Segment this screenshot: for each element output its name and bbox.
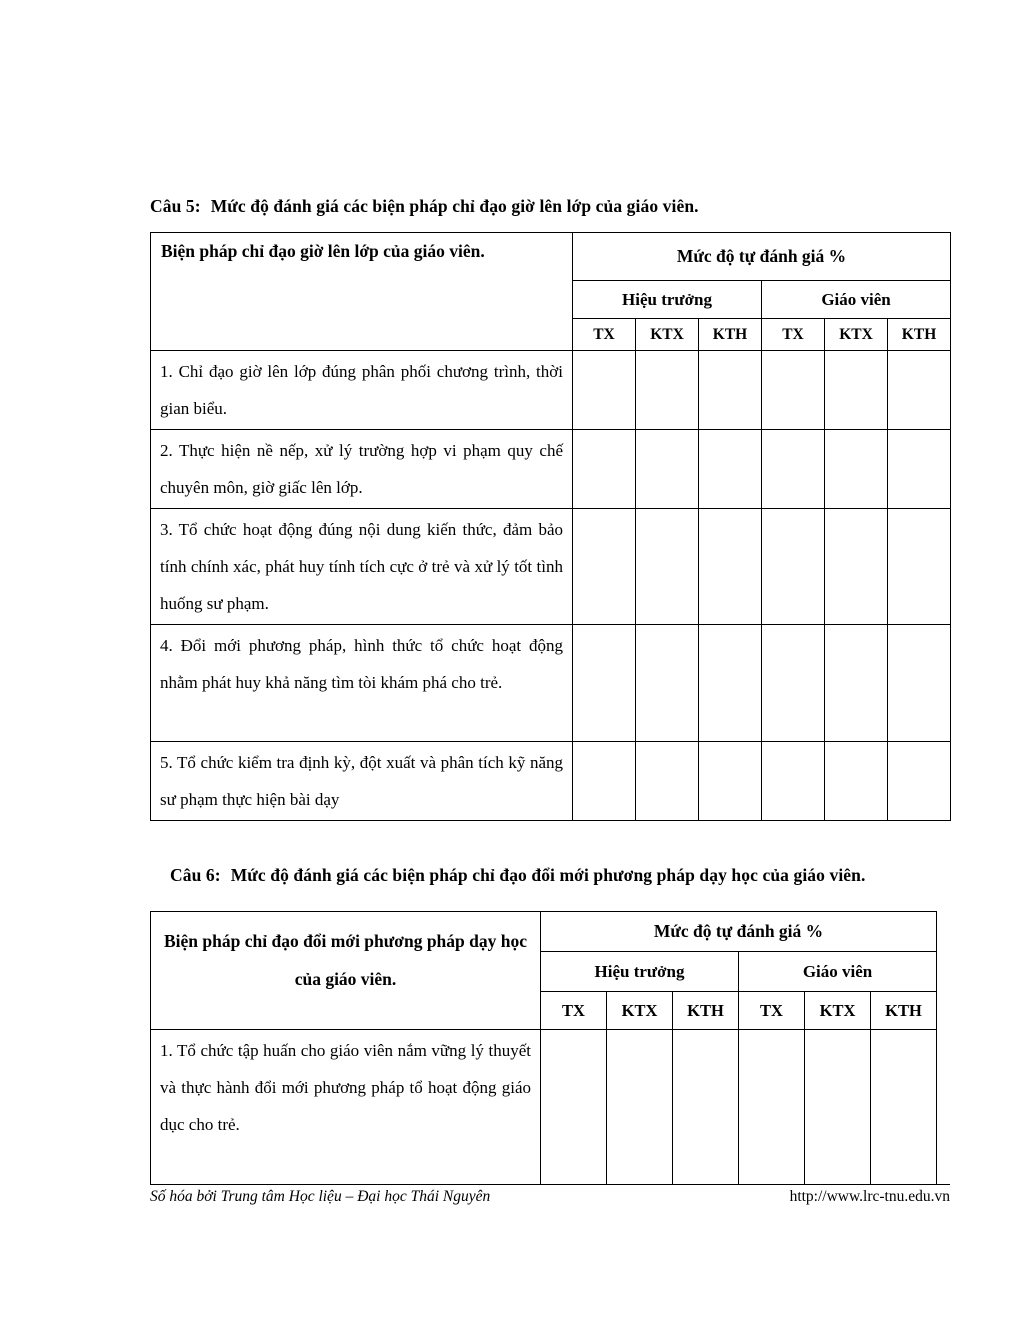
t1-subheader-giao-vien: Giáo viên	[762, 281, 951, 319]
t2-row1-cell	[805, 1030, 871, 1184]
page-footer	[150, 1184, 950, 1206]
t1-row5-cell	[573, 742, 636, 821]
t1-row3-cell	[888, 509, 951, 625]
t2-row1-cell	[871, 1030, 937, 1184]
t1-row5-cell	[888, 742, 951, 821]
t2-subheader-hieu-truong: Hiệu trưởng	[541, 952, 739, 992]
section5-title	[150, 196, 950, 217]
t2-col-header-tx-1: TX	[541, 992, 607, 1030]
t2-row1-cell	[739, 1030, 805, 1184]
t1-row5-cell	[825, 742, 888, 821]
t2-row1-cell	[673, 1030, 739, 1184]
t1-col-header-kth-2: KTH	[888, 319, 951, 351]
t1-row5-cell	[636, 742, 699, 821]
section6-title-text: Mức độ đánh giá các biện pháp chỉ đạo đổi mới phương pháp dạy học của giáo viên.	[230, 865, 866, 885]
table-cau6	[150, 911, 937, 1184]
t2-row1-item: 1. Tổ chức tập huấn cho giáo viên nắm vững lý thuyết và thực hành đổi mới phương pháp tổ hoạt động giáo dục cho trẻ.	[151, 1030, 541, 1184]
t1-row1-cell	[699, 351, 762, 430]
t1-row1-cell	[762, 351, 825, 430]
t1-col-header-ktx-1: KTX	[636, 319, 699, 351]
t1-row3-cell	[573, 509, 636, 625]
t1-row3-cell	[636, 509, 699, 625]
t1-col-header-tx-1: TX	[573, 319, 636, 351]
t2-col-header-kth-2: KTH	[871, 992, 937, 1030]
t2-group-header: Mức độ tự đánh giá %	[541, 912, 937, 952]
t1-row1-item: 1. Chỉ đạo giờ lên lớp đúng phân phối chương trình, thời gian biểu.	[151, 351, 573, 430]
t1-row2-cell	[825, 430, 888, 509]
t1-row4-cell	[762, 625, 825, 742]
t2-col1-header: Biện pháp chỉ đạo đổi mới phương pháp dạy học của giáo viên.	[151, 912, 541, 1030]
table-cau5	[150, 232, 951, 821]
t1-row1-cell	[888, 351, 951, 430]
t1-row4-item: 4. Đổi mới phương pháp, hình thức tổ chức hoạt động nhằm phát huy khả năng tìm tòi khám phá cho trẻ.	[151, 625, 573, 742]
footer-url: http://www.lrc-tnu.edu.vn	[789, 1187, 950, 1205]
t1-row3-cell	[825, 509, 888, 625]
t1-col-header-tx-2: TX	[762, 319, 825, 351]
t2-col-header-tx-2: TX	[739, 992, 805, 1030]
section6-title	[170, 855, 902, 895]
t1-row5-cell	[762, 742, 825, 821]
t1-row5-cell	[699, 742, 762, 821]
t2-row1-cell	[607, 1030, 673, 1184]
t1-row2-cell	[762, 430, 825, 509]
section5-title-number: Câu 5:	[150, 196, 201, 216]
t1-row1-cell	[636, 351, 699, 430]
t1-row4-cell	[699, 625, 762, 742]
t1-row3-cell	[699, 509, 762, 625]
t2-col-header-kth-1: KTH	[673, 992, 739, 1030]
t1-row4-cell	[888, 625, 951, 742]
t1-row4-cell	[573, 625, 636, 742]
t1-row3-cell	[762, 509, 825, 625]
t1-col-header-ktx-2: KTX	[825, 319, 888, 351]
t1-row5-item: 5. Tổ chức kiểm tra định kỳ, đột xuất và phân tích kỹ năng sư phạm thực hiện bài dạy	[151, 742, 573, 821]
t1-col-header-kth-1: KTH	[699, 319, 762, 351]
section5-title-text: Mức độ đánh giá các biện pháp chỉ đạo giờ lên lớp của giáo viên.	[210, 196, 699, 216]
t1-row2-cell	[573, 430, 636, 509]
t1-subheader-hieu-truong: Hiệu trưởng	[573, 281, 762, 319]
t2-subheader-giao-vien: Giáo viên	[739, 952, 937, 992]
t2-row1-cell	[541, 1030, 607, 1184]
t1-col1-header: Biện pháp chỉ đạo giờ lên lớp của giáo viên.	[151, 233, 573, 351]
t1-row4-cell	[825, 625, 888, 742]
t1-row3-item: 3. Tổ chức hoạt động đúng nội dung kiến thức, đảm bảo tính chính xác, phát huy tính tích cực ở trẻ và xử lý tốt tình huống sư phạm.	[151, 509, 573, 625]
t1-row4-cell	[636, 625, 699, 742]
t1-row2-cell	[636, 430, 699, 509]
t1-row2-cell	[888, 430, 951, 509]
t1-row2-cell	[699, 430, 762, 509]
section6-title-number: Câu 6:	[170, 865, 221, 885]
t1-row1-cell	[573, 351, 636, 430]
t2-col-header-ktx-1: KTX	[607, 992, 673, 1030]
t1-row2-item: 2. Thực hiện nề nếp, xử lý trường hợp vi phạm quy chế chuyên môn, giờ giấc lên lớp.	[151, 430, 573, 509]
t2-col-header-ktx-2: KTX	[805, 992, 871, 1030]
footer-credit-text: Số hóa bởi Trung tâm Học liệu – Đại học Thái Nguyên	[150, 1187, 491, 1205]
t1-group-header: Mức độ tự đánh giá %	[573, 233, 951, 281]
t1-row1-cell	[825, 351, 888, 430]
